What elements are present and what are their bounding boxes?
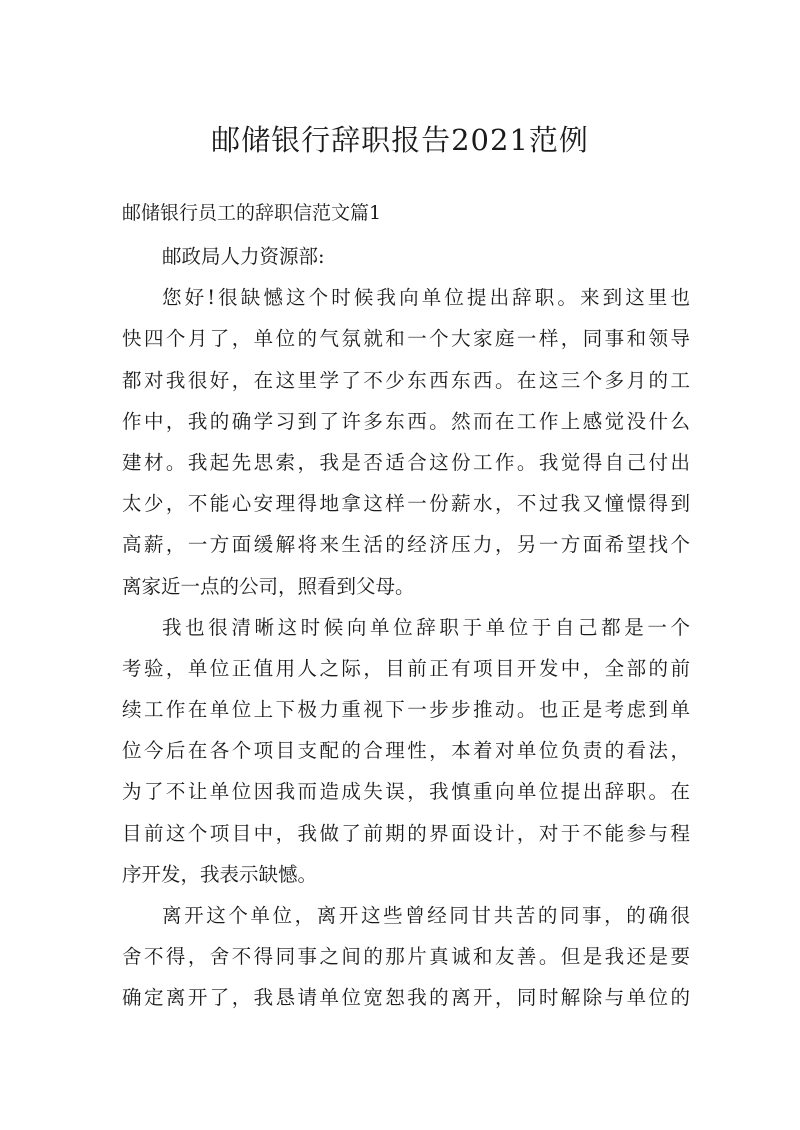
paragraph-line: 建材。我起先思索，我是否适合这份工作。我觉得自己付出 (122, 450, 690, 474)
document-title: 邮储银行辞职报告2021范例 (211, 123, 589, 157)
paragraph-line: 舍不得，舍不得同事之间的那片真诚和友善。但是我还是要 (122, 945, 690, 969)
paragraph-line: 您好!很缺憾这个时候我向单位提出辞职。来到这里也 (162, 286, 690, 310)
paragraph-line: 考验，单位正值用人之际，目前正有项目开发中，全部的前 (122, 656, 690, 680)
document-subtitle: 邮储银行员工的辞职信范文篇1 (122, 202, 382, 224)
paragraph-line: 离家近一点的公司，照看到父母。 (122, 574, 415, 598)
paragraph-line: 快四个月了，单位的气氛就和一个大家庭一样，同事和领导 (122, 327, 690, 351)
paragraph-2 (122, 607, 690, 895)
paragraph-line: 目前这个项目中，我做了前期的界面设计，对于不能参与程 (122, 821, 690, 845)
paragraph-line: 高薪，一方面缓解将来生活的经济压力，另一方面希望找个 (122, 533, 690, 557)
paragraph-line: 离开这个单位，离开这些曾经同甘共苦的同事，的确很 (162, 904, 690, 927)
paragraph-line: 我也很清晰这时候向单位辞职于单位于自己都是一个 (162, 615, 690, 639)
letter-body (122, 236, 690, 1019)
paragraph-line: 序开发，我表示缺憾。 (122, 862, 318, 886)
paragraph-1 (122, 277, 690, 607)
paragraph-line: 作中，我的确学习到了许多东西。然而在工作上感觉没什么 (122, 409, 690, 433)
paragraph-line: 位今后在各个项目支配的合理性，本着对单位负责的看法， (122, 739, 690, 763)
paragraph-line: 续工作在单位上下极力重视下一步步推动。也正是考虑到单 (122, 698, 690, 722)
paragraph-line: 为了不让单位因我而造成失误，我慎重向单位提出辞职。在 (122, 780, 690, 804)
salutation: 邮政局人力资源部: (162, 245, 325, 268)
paragraph-line: 都对我很好，在这里学了不少东西东西。在这三个多月的工 (122, 368, 690, 392)
salutation-paragraph (122, 236, 690, 277)
paragraph-line: 太少，不能心安理得地拿这样一份薪水，不过我又憧憬得到 (122, 492, 690, 516)
paragraph-line: 确定离开了，我恳请单位宽恕我的离开，同时解除与单位的 (122, 986, 690, 1010)
paragraph-3 (122, 895, 690, 1019)
